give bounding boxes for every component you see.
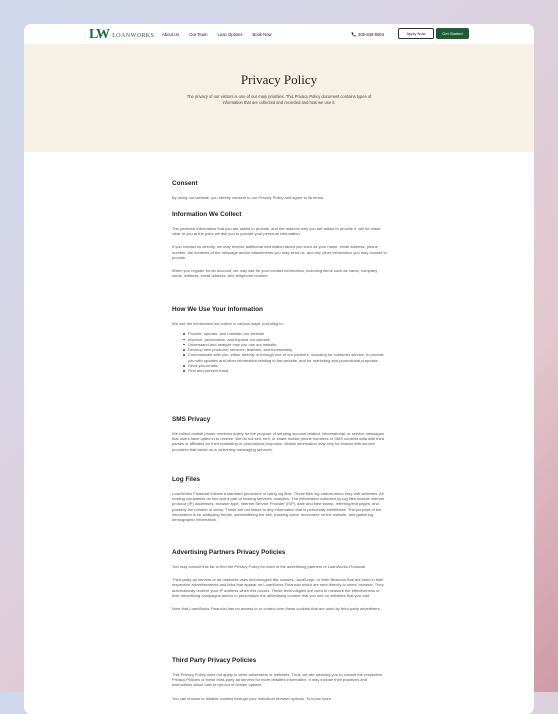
- phone-link[interactable]: [351, 32, 384, 37]
- section-use: [172, 306, 388, 374]
- list-item: Improve, personalize, and expand our website: [188, 337, 388, 342]
- section-sms: [172, 416, 388, 452]
- section-text: If you contact us directly, we may receive additional information about you such as your name, email address, phone number, the contents of the message and/or attachments you may send us, and any other information you may choose to provide.: [172, 244, 387, 260]
- section-heading: Advertising Partners Privacy Policies: [172, 549, 286, 556]
- section-heading: Third Party Privacy Policies: [172, 657, 257, 664]
- page-title: Privacy Policy: [240, 72, 318, 87]
- section-heading: How We Use Your Information: [172, 306, 263, 313]
- nav-menu: [162, 32, 272, 37]
- section-heading: SMS Privacy: [172, 416, 211, 423]
- section-text: You may consult this list to find the Privacy Policy for each of the advertising partners of LoanWorks Financial.: [172, 564, 367, 569]
- page-subtitle: The privacy of our visitors is one of our main priorities. This Privacy Policy document contains types of information that are collected and recorded and how we use it.: [186, 94, 372, 105]
- section-text: Note that LoanWorks Financial has no access to or control over these cookies that are used by third-party advertisers.: [172, 606, 381, 612]
- list-item: Communicate with you, either directly or through one of our partners, including for customer service, to provide you with updates and other information relating to the website, and for marketing and promotional purposes: [188, 352, 388, 363]
- phone-number: 305-848-6804: [358, 32, 385, 37]
- section-text: The personal information that you are asked to provide, and the reasons why you are asked to provide it, will be made clear to you at the point we ask you to provide your personal information.: [172, 226, 381, 237]
- apply-now-button[interactable]: Apply Now: [398, 28, 434, 39]
- list-item: Provide, operate, and maintain our website: [188, 331, 388, 336]
- section-log-files: [172, 476, 388, 522]
- logo-text: LOANWORKS: [112, 31, 155, 39]
- section-text: This Privacy Policy does not apply to other advertisers or websites. Thus, we are advising you to consult the respective Privacy Policies of these third-party ad servers for more detailed information. It may include their practices and instructions about how to opt-out of certain options.: [172, 672, 383, 688]
- list-item: Send you emails: [188, 363, 388, 368]
- use-list: [172, 331, 388, 373]
- logo[interactable]: [89, 29, 154, 41]
- section-text: Third-party ad servers or ad networks uses technologies like cookies, JavaScript, or Web Beacons that are used in their respective advertisements and links that appear on LoanWorks Financial which are sent directly to users' browser. They automatically receive your IP address when this occurs. These technologies are used to measure the effectiveness of their advertising campaigns and/or to personalize the advertising content that you see on websites that you visit.: [172, 577, 384, 598]
- logo-mark: LW: [89, 27, 110, 42]
- list-item: Develop new products, services, features, and functionality: [188, 347, 388, 352]
- section-heading: Information We Collect: [172, 211, 242, 218]
- section-advertising: [172, 549, 388, 611]
- nav-link-about[interactable]: About Us: [162, 32, 180, 37]
- section-text: We collect mobile phone numbers solely for the purpose of sending account-related, informational, or service messages that users have opted in to receive. We do not sell, rent, or share mobile phone numbers or SMS consent data with third parties or affiliates for their marketing or promotional purposes. Mobile information may only be shared with service providers that assist us in delivering messaging services.: [172, 431, 385, 452]
- section-text: When you register for an Account, we may ask for your contact information, including items such as name, company name, address, email address, and telephone number.: [172, 268, 378, 279]
- get-started-button[interactable]: Get Started: [436, 28, 469, 39]
- section-third-party: [172, 657, 388, 701]
- nav-link-team[interactable]: Our Team: [189, 32, 208, 37]
- section-heading: Log Files: [172, 476, 201, 483]
- section-text: LoanWorks Financial follows a standard procedure of using log files. These files log visitors when they visit websites. All hosting companies do this and a part of hosting services' analytics. The information collected by log files include internet protocol (IP) addresses, browser type, Internet Service Provider (ISP), date and time stamp, referring/exit pages, and possibly the number of clicks. These are not linked to any information that is personally identifiable. The purpose of the information is for analyzing trends, administering the site, tracking users' movement on the website, and gathering demographic information.: [172, 491, 385, 523]
- top-nav: [24, 24, 534, 46]
- section-text: By using our website, you hereby consent to our Privacy Policy and agree to its terms.: [172, 195, 325, 200]
- page-card: [24, 24, 534, 714]
- section-collect: [172, 211, 388, 278]
- nav-link-loan-options[interactable]: Loan Options: [217, 32, 243, 37]
- list-item: Find and prevent fraud: [188, 368, 388, 373]
- section-consent: [172, 180, 388, 200]
- section-heading: Consent: [172, 180, 198, 187]
- hero-banner: [24, 44, 534, 152]
- list-item: Understand and analyze how you use our website: [188, 342, 388, 347]
- section-text: We use the information we collect in various ways, including to:: [172, 321, 284, 326]
- section-text: You can choose to disable cookies through your individual browser options. To know more: [172, 695, 331, 701]
- phone-icon: [351, 32, 356, 37]
- nav-link-book-now[interactable]: Book Now: [252, 32, 272, 37]
